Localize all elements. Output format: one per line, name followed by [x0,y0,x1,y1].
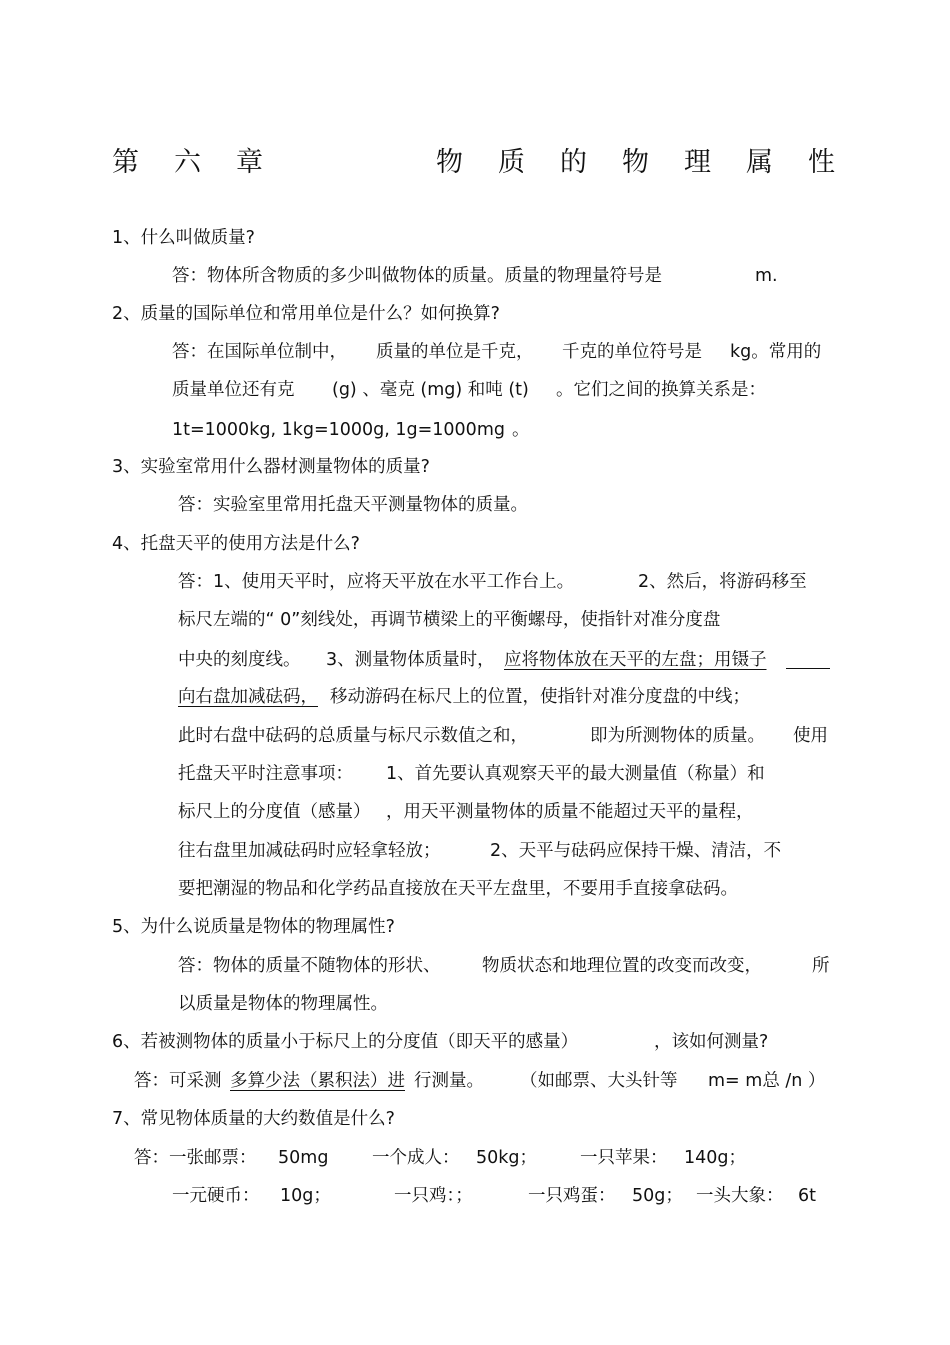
answer-4-l4-b: 移动游码在标尺上的位置，使指针对准分度盘的中线； [330,687,750,707]
answer-4-l8-a: 往右盘里加减砝码时应轻拿轻放； [178,841,441,861]
answer-4-l5-a: 此时右盘中砝码的总质量与标尺示数值之和， [178,726,528,746]
answer-2-line3-b: 。 [512,420,530,440]
answer-6-b: 多算少法（累积法）进 [230,1071,405,1091]
answer-2-line1-a: 答：在国际单位制中， [172,342,347,362]
answer-5-l1-b: 物质状态和地理位置的改变而改变， [482,956,762,976]
title-char: 物 [622,147,649,178]
answer-7-l1-d: 50kg； [476,1148,538,1168]
answer-2-line3-a: 1t=1000kg, 1kg=1000g, 1g=1000mg [172,420,505,440]
answer-7-l2-b: 10g； [280,1186,331,1206]
answer-4-l7-a: 标尺上的分度值（感量） [178,802,371,822]
title-char: 理 [684,147,711,178]
question-3: 3、实验室常用什么器材测量物体的质量? [112,457,430,477]
answer-6-c: 行测量。 [414,1071,484,1091]
answer-7-l2-f: 一头大象： [696,1186,784,1206]
title-char: 的 [560,147,587,178]
answer-5-l2: 以质量是物体的物理属性。 [178,994,388,1014]
answer-7-l2-a: 一元硬币： [172,1186,260,1206]
answer-7-l2-e: 50g； [632,1186,683,1206]
question-7: 7、常见物体质量的大约数值是什么? [112,1109,395,1129]
answer-7-l1-b: 50mg [278,1148,329,1168]
answer-4-l2: 标尺左端的“ 0”刻线处，再调节横梁上的平衡螺母，使指针对准分度盘 [178,610,721,630]
answer-1: 答：物体所含物质的多少叫做物体的质量。质量的物理量符号是 [172,266,662,286]
answer-3: 答：实验室里常用托盘天平测量物体的质量。 [178,495,528,515]
question-4: 4、托盘天平的使用方法是什么? [112,534,360,554]
answer-7-l2-d: 一只鸡蛋： [528,1186,616,1206]
answer-4-l9: 要把潮湿的物品和化学药品直接放在天平左盘里，不要用手直接拿砝码。 [178,879,738,899]
answer-7-l1-e: 一只苹果： [580,1148,668,1168]
answer-4-l1-a: 答：1、使用天平时，应将天平放在水平工作台上。 [178,572,575,592]
underline-extension [786,668,830,669]
question-5: 5、为什么说质量是物体的物理属性? [112,917,395,937]
title-char: 质 [498,147,525,178]
question-1: 1、什么叫做质量? [112,228,255,248]
answer-2-line2-b: (g) 、毫克 (mg) 和吨 (t) [332,380,529,400]
answer-7-l1-f: 140g； [684,1148,747,1168]
title-char: 物 [436,147,463,178]
answer-4-l5-b: 即为所测物体的质量。 [590,726,765,746]
answer-6-a: 答：可采测 [134,1071,222,1091]
answer-7-l2-g: 6t [798,1186,816,1206]
answer-2-line1-c: 千克的单位符号是 [562,342,702,362]
answer-2-line1-d: kg。常用的 [730,342,822,362]
answer-4-l3-c: 应将物体放在天平的左盘；用镊子 [504,650,767,670]
answer-2-line2-a: 质量单位还有克 [172,380,295,400]
answer-1-symbol: m. [755,266,778,286]
question-6-b: ，该如何测量? [654,1032,769,1052]
question-2: 2、质量的国际单位和常用单位是什么？如何换算? [112,304,500,324]
chapter-char: 第 [112,147,139,178]
answer-5-l1-c: 所 [812,956,830,976]
answer-4-l8-b: 2、天平与砝码应保持干燥、清洁，不 [490,841,782,861]
answer-4-l1-b: 2、然后，将游码移至 [638,572,807,592]
answer-2-line2-c: 。它们之间的换算关系是： [556,380,766,400]
answer-4-l6-a: 托盘天平时注意事项： [178,764,353,784]
answer-6-d: （如邮票、大头针等 [520,1071,678,1091]
title-char: 属 [746,147,773,178]
answer-7-l1-a: 答：一张邮票： [134,1148,257,1168]
title-char: 性 [808,147,835,178]
chapter-char: 章 [236,147,263,178]
answer-6-e: m= m总 /n ） [708,1071,826,1091]
answer-2-line1-b: 质量的单位是千克， [376,342,534,362]
answer-4-l3-b: 3、测量物体质量时， [326,650,495,670]
answer-7-l1-c: 一个成人： [372,1148,460,1168]
answer-5-l1-a: 答：物体的质量不随物体的形状、 [178,956,441,976]
chapter-title [112,143,835,183]
chapter-char: 六 [174,147,201,178]
answer-7-l2-c: 一只鸡：； [394,1186,473,1206]
question-6-a: 6、若被测物体的质量小于标尺上的分度值（即天平的感量） [112,1032,579,1052]
answer-4-l4-a: 向右盘加减砝码， [178,687,318,707]
answer-4-l6-b: 1、首先要认真观察天平的最大测量值（称量）和 [386,764,765,784]
answer-4-l7-b: ，用天平测量物体的质量不能超过天平的量程， [386,802,754,822]
answer-4-l3-a: 中央的刻度线。 [178,650,301,670]
answer-4-l5-c: 使用 [793,726,828,746]
